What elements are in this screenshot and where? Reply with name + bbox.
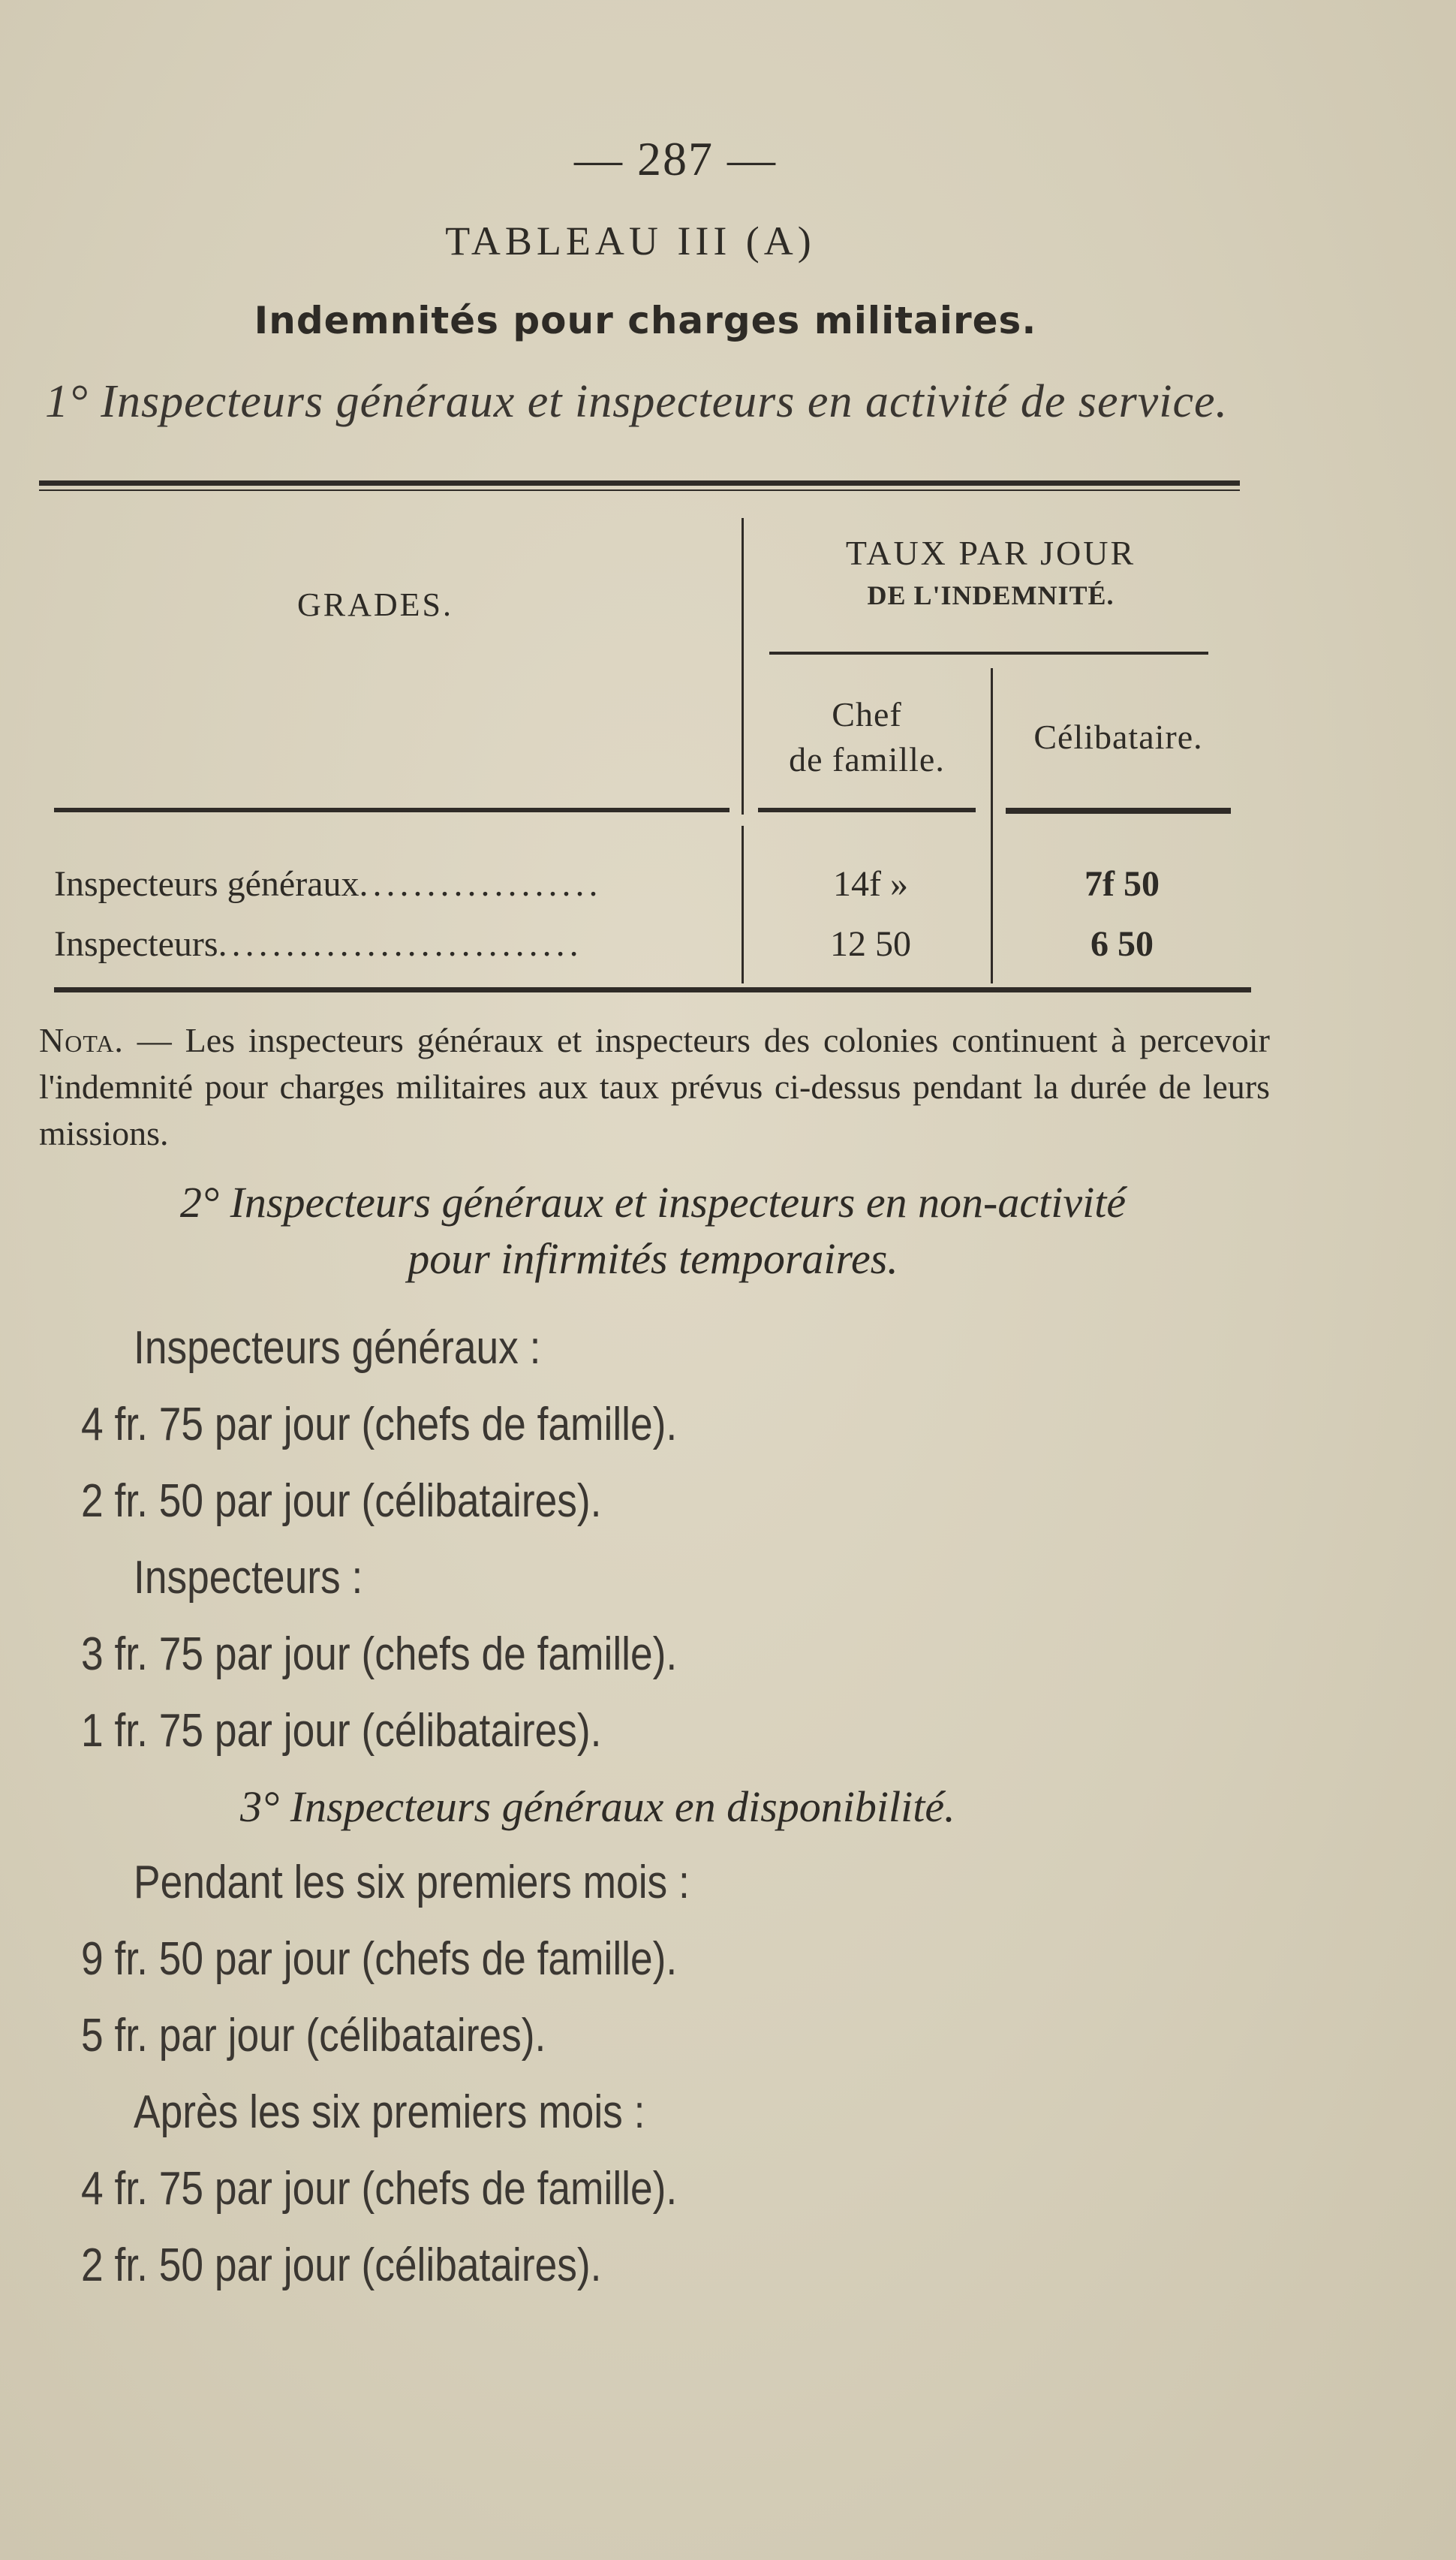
column-divider [742,826,744,983]
group-heading: Après les six premiers mois : [134,2086,645,2138]
column-divider [742,518,744,815]
chef-header-sub: de famille. [789,740,945,779]
nota-label: Nota. [39,1021,124,1059]
leader-dots: ........................... [218,924,583,964]
chef-value: 14f » [833,864,908,904]
table-top-rule [39,480,1240,486]
rate-line: 3 fr. 75 par jour (chefs de famille). [81,1628,678,1680]
header-rule [758,808,976,812]
rate-line: 1 fr. 75 par jour (célibataires). [81,1705,602,1757]
rate-line: 4 fr. 75 par jour (chefs de famille). [81,2163,678,2215]
table-top-rule-thin [39,489,1240,491]
header-rule [54,808,730,812]
section-2-title: 2° Inspecteurs généraux et inspecteurs en non-activité [179,1178,1127,1227]
rate-line: 4 fr. 75 par jour (chefs de famille). [81,1399,678,1450]
table-row [54,923,583,965]
table-title: TABLEAU III (A) [445,218,816,264]
nota-paragraph [39,1017,1270,1157]
taux-header: TAUX PAR JOUR [845,534,1136,572]
page-number: — 287 — [574,132,777,185]
rate-line: 5 fr. par jour (célibataires). [81,2010,546,2062]
header-rule [1006,808,1231,814]
chef-header: Chef [832,695,902,733]
section-1-title: 1° Inspecteurs généraux et inspecteurs en activité de service. [45,376,1228,427]
table-bottom-rule [54,987,1251,992]
group-heading: Inspecteurs : [134,1552,363,1604]
grades-header: GRADES. [296,586,454,623]
group-heading: Inspecteurs généraux : [134,1322,541,1374]
group-heading: Pendant les six premiers mois : [134,1857,690,1908]
table-row [54,863,602,905]
taux-header-sub: DE L'INDEMNITÉ. [867,580,1115,610]
taux-rule [769,652,1208,655]
celib-value: 6 50 [1090,924,1154,964]
page-heading: Indemnités pour charges militaires. [254,299,1037,342]
grade-cell: Inspecteurs généraux [54,864,359,904]
nota-text: — Les inspecteurs généraux et inspecteurs des colonies continuent à percevoir l'indemnité pour charges militaires aux taux prévus ci-dessus pendant la durée de leurs missions. [39,1021,1270,1152]
column-divider [991,826,993,983]
section-3-title: 3° Inspecteurs généraux en disponibilité. [240,1782,955,1831]
rate-line: 2 fr. 50 par jour (célibataires). [81,1475,602,1527]
section-2-title-cont: pour infirmités temporaires. [408,1234,898,1283]
chef-value: 12 50 [830,924,911,964]
rate-line: 9 fr. 50 par jour (chefs de famille). [81,1933,678,1985]
leader-dots: .................. [359,864,603,904]
celib-value: 7f 50 [1084,864,1160,904]
celibataire-header: Célibataire. [1033,718,1203,756]
grade-cell: Inspecteurs [54,924,218,964]
rate-line: 2 fr. 50 par jour (célibataires). [81,2239,602,2291]
